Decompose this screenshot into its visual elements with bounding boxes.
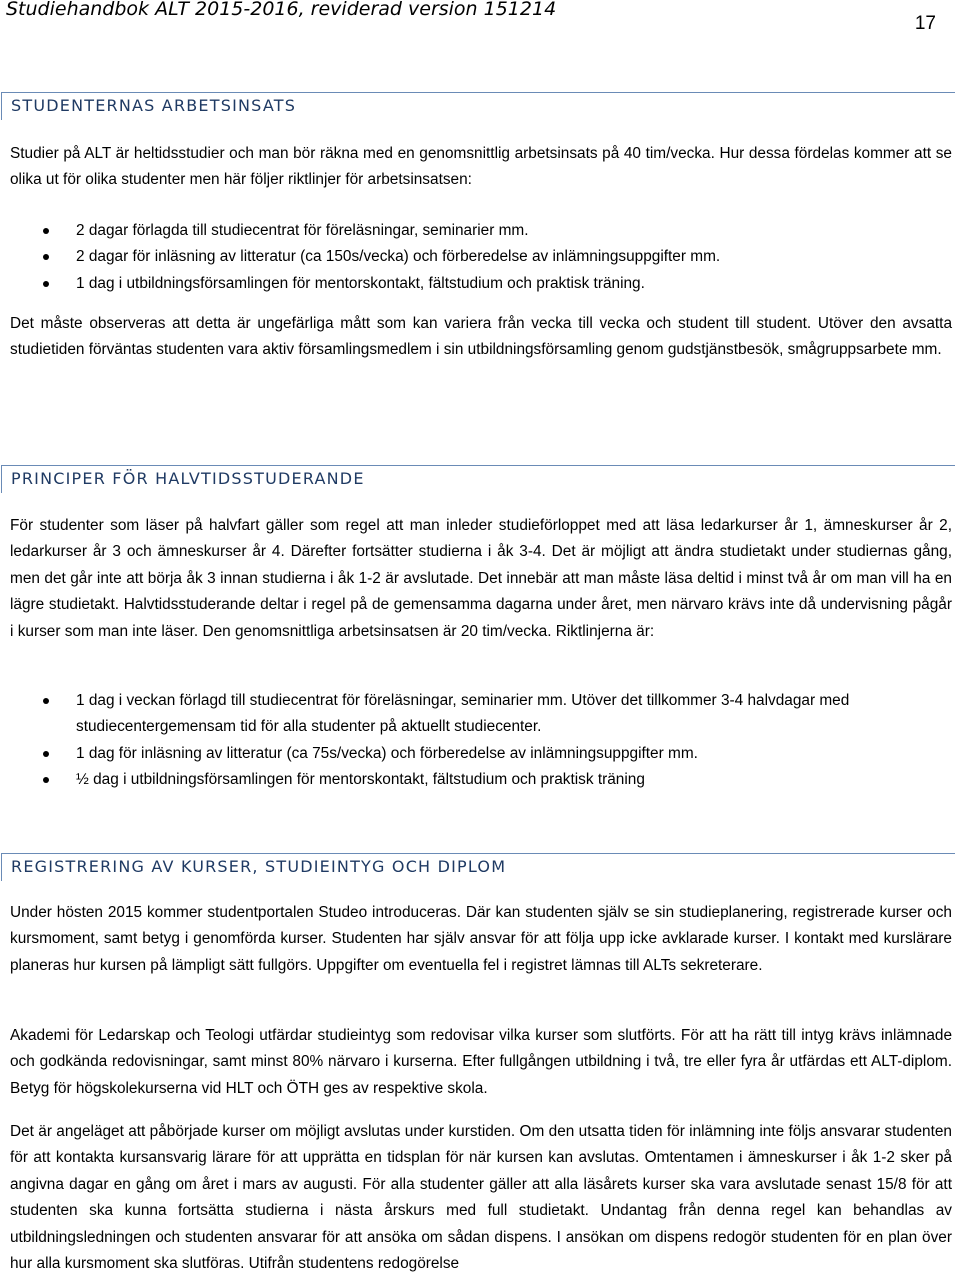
paragraph: Studier på ALT är heltidsstudier och man bör räkna med en genomsnittlig arbetsinsats på 40 tim/vecka. Hur dessa fördelas kommer att se olika ut för olika studenter men här följer riktlinjer för arbetsinsatsen: bbox=[10, 145, 952, 189]
page-number: 17 bbox=[914, 13, 936, 34]
list-item-text: ½ dag i utbildningsförsamlingen för mentorskontakt, fältstudium och praktisk träning bbox=[76, 771, 645, 789]
list-item bbox=[10, 244, 952, 270]
list-item-text: 2 dagar förlagda till studiecentrat för föreläsningar, seminarier mm. bbox=[76, 222, 529, 239]
section-heading: REGISTRERING AV KURSER, STUDIEINTYG OCH DIPLOM bbox=[11, 857, 507, 876]
list-item bbox=[10, 271, 952, 297]
page-header-title: Studiehandbok ALT 2015-2016, reviderad version 151214 bbox=[6, 0, 557, 20]
paragraph: Akademi för Ledarskap och Teologi utfärdar studieintyg som redovisar vilka kurser som slutförts. För att ha rätt till intyg krävs inlämnade och godkända redovisningar, samt minst 80% närvaro i kurserna. Efter fullgången utbildning i två, tre eller fyra år utfärdas ett ALT-diplom. Betyg för högskolekurserna vid HLT och ÖTH ges av respektive skola. bbox=[10, 1027, 952, 1097]
bullet-list bbox=[10, 688, 952, 794]
section-heading: STUDENTERNAS ARBETSINSATS bbox=[11, 96, 297, 115]
bullet-icon bbox=[43, 254, 49, 260]
paragraph: Under hösten 2015 kommer studentportalen Studeo introduceras. Där kan studenten själv se sin studieplanering, registrerade kurser och kursmoment, samt betyg i genomförda kurser. Studenten har själv ansvar för att följa upp icke avklarade kurser. I kontakt med kurslärare planeras hur kursen på lämpligt sätt fullgörs. Uppgifter om eventuella fel i registret lämnas till ALTs sekreterare. bbox=[10, 904, 952, 974]
list-item-text: 1 dag för inläsning av litteratur (ca 75s/vecka) och förberedelse av inlämningsuppgifter mm. bbox=[76, 744, 698, 762]
paragraph: Det är angeläget att påbörjade kurser om möjligt avslutas under kurstiden. Om den utsatta tiden för inlämning inte följs ansvarar studenten för att kontakta kursansvarig lärare för att upprätta en tidsplan för när kursen kan avslutas. Omtentamen i ämneskurser i åk 1-2 sker på angivna dagar en gång om året i mars av augusti. För alla studenter gäller att alla läsårets kurser ska vara avslutade senast 15/8 för att studenten ska kunna fortsätta studierna i nästa årskurs med full studietakt. Undantag från denna regel kan behandlas av utbildningsledningen och studenten ansvarar för att ansöka om sådan dispens. I ansökan om dispens redogör studenten för en plan över hur alla kursmoment ska slutföras. Utifrån studentens redogörelse bbox=[10, 1123, 952, 1273]
bullet-list bbox=[10, 218, 952, 297]
bullet-icon bbox=[43, 281, 49, 287]
list-item-text: 1 dag i utbildningsförsamlingen för mentorskontakt, fältstudium och praktisk träning. bbox=[76, 274, 645, 292]
list-item-text: 2 dagar för inläsning av litteratur (ca 150s/vecka) och förberedelse av inlämningsuppgifter mm. bbox=[76, 248, 721, 266]
list-item bbox=[10, 767, 952, 793]
bullet-icon bbox=[43, 751, 49, 757]
bullet-icon bbox=[43, 228, 49, 234]
section-heading-box bbox=[1, 465, 955, 493]
section-heading-box bbox=[1, 853, 955, 881]
list-item bbox=[10, 741, 952, 767]
paragraph: Det måste observeras att detta är ungefärliga mått som kan variera från vecka till vecka och student till student. Utöver den avsatta studietiden förväntas studenten vara aktiv församlingsmedlem i sin utbildningsförsamling genom gudstjänstbesök, smågruppsarbete mm. bbox=[10, 315, 952, 359]
list-item bbox=[10, 688, 952, 741]
paragraph: För studenter som läser på halvfart gäller som regel att man inleder studieförloppet med att läsa ledarkurser år 1, ämneskurser år 2, ledarkurser år 3 och ämneskurser år 4. Därefter fortsätter studierna i åk 3-4. Det är möjligt att ändra studietakt under studiernas gång, men det går inte att börja åk 3 innan studierna i åk 1-2 är avslutade. Det innebär att man måste läsa deltid i minst två år om man vill ha en lägre studietakt. Halvtidsstuderande deltar i regel på de gemensamma dagarna under året, men närvaro krävs inte då undervisning pågår i kurser som man inte läser. Den genomsnittliga arbetsinsatsen är 20 tim/vecka. Riktlinjerna är: bbox=[10, 517, 952, 640]
bullet-icon bbox=[43, 698, 49, 704]
section-heading: PRINCIPER FÖR HALVTIDSSTUDERANDE bbox=[11, 469, 365, 488]
list-item bbox=[10, 218, 952, 244]
bullet-icon bbox=[43, 777, 49, 783]
section-heading-box bbox=[1, 92, 955, 120]
list-item-text: 1 dag i veckan förlagd till studiecentrat för föreläsningar, seminarier mm. Utöver det tillkommer 3-4 halvdagar med studiecentergemensam tid för alla studenter på aktuellt studiecenter. bbox=[76, 692, 850, 736]
